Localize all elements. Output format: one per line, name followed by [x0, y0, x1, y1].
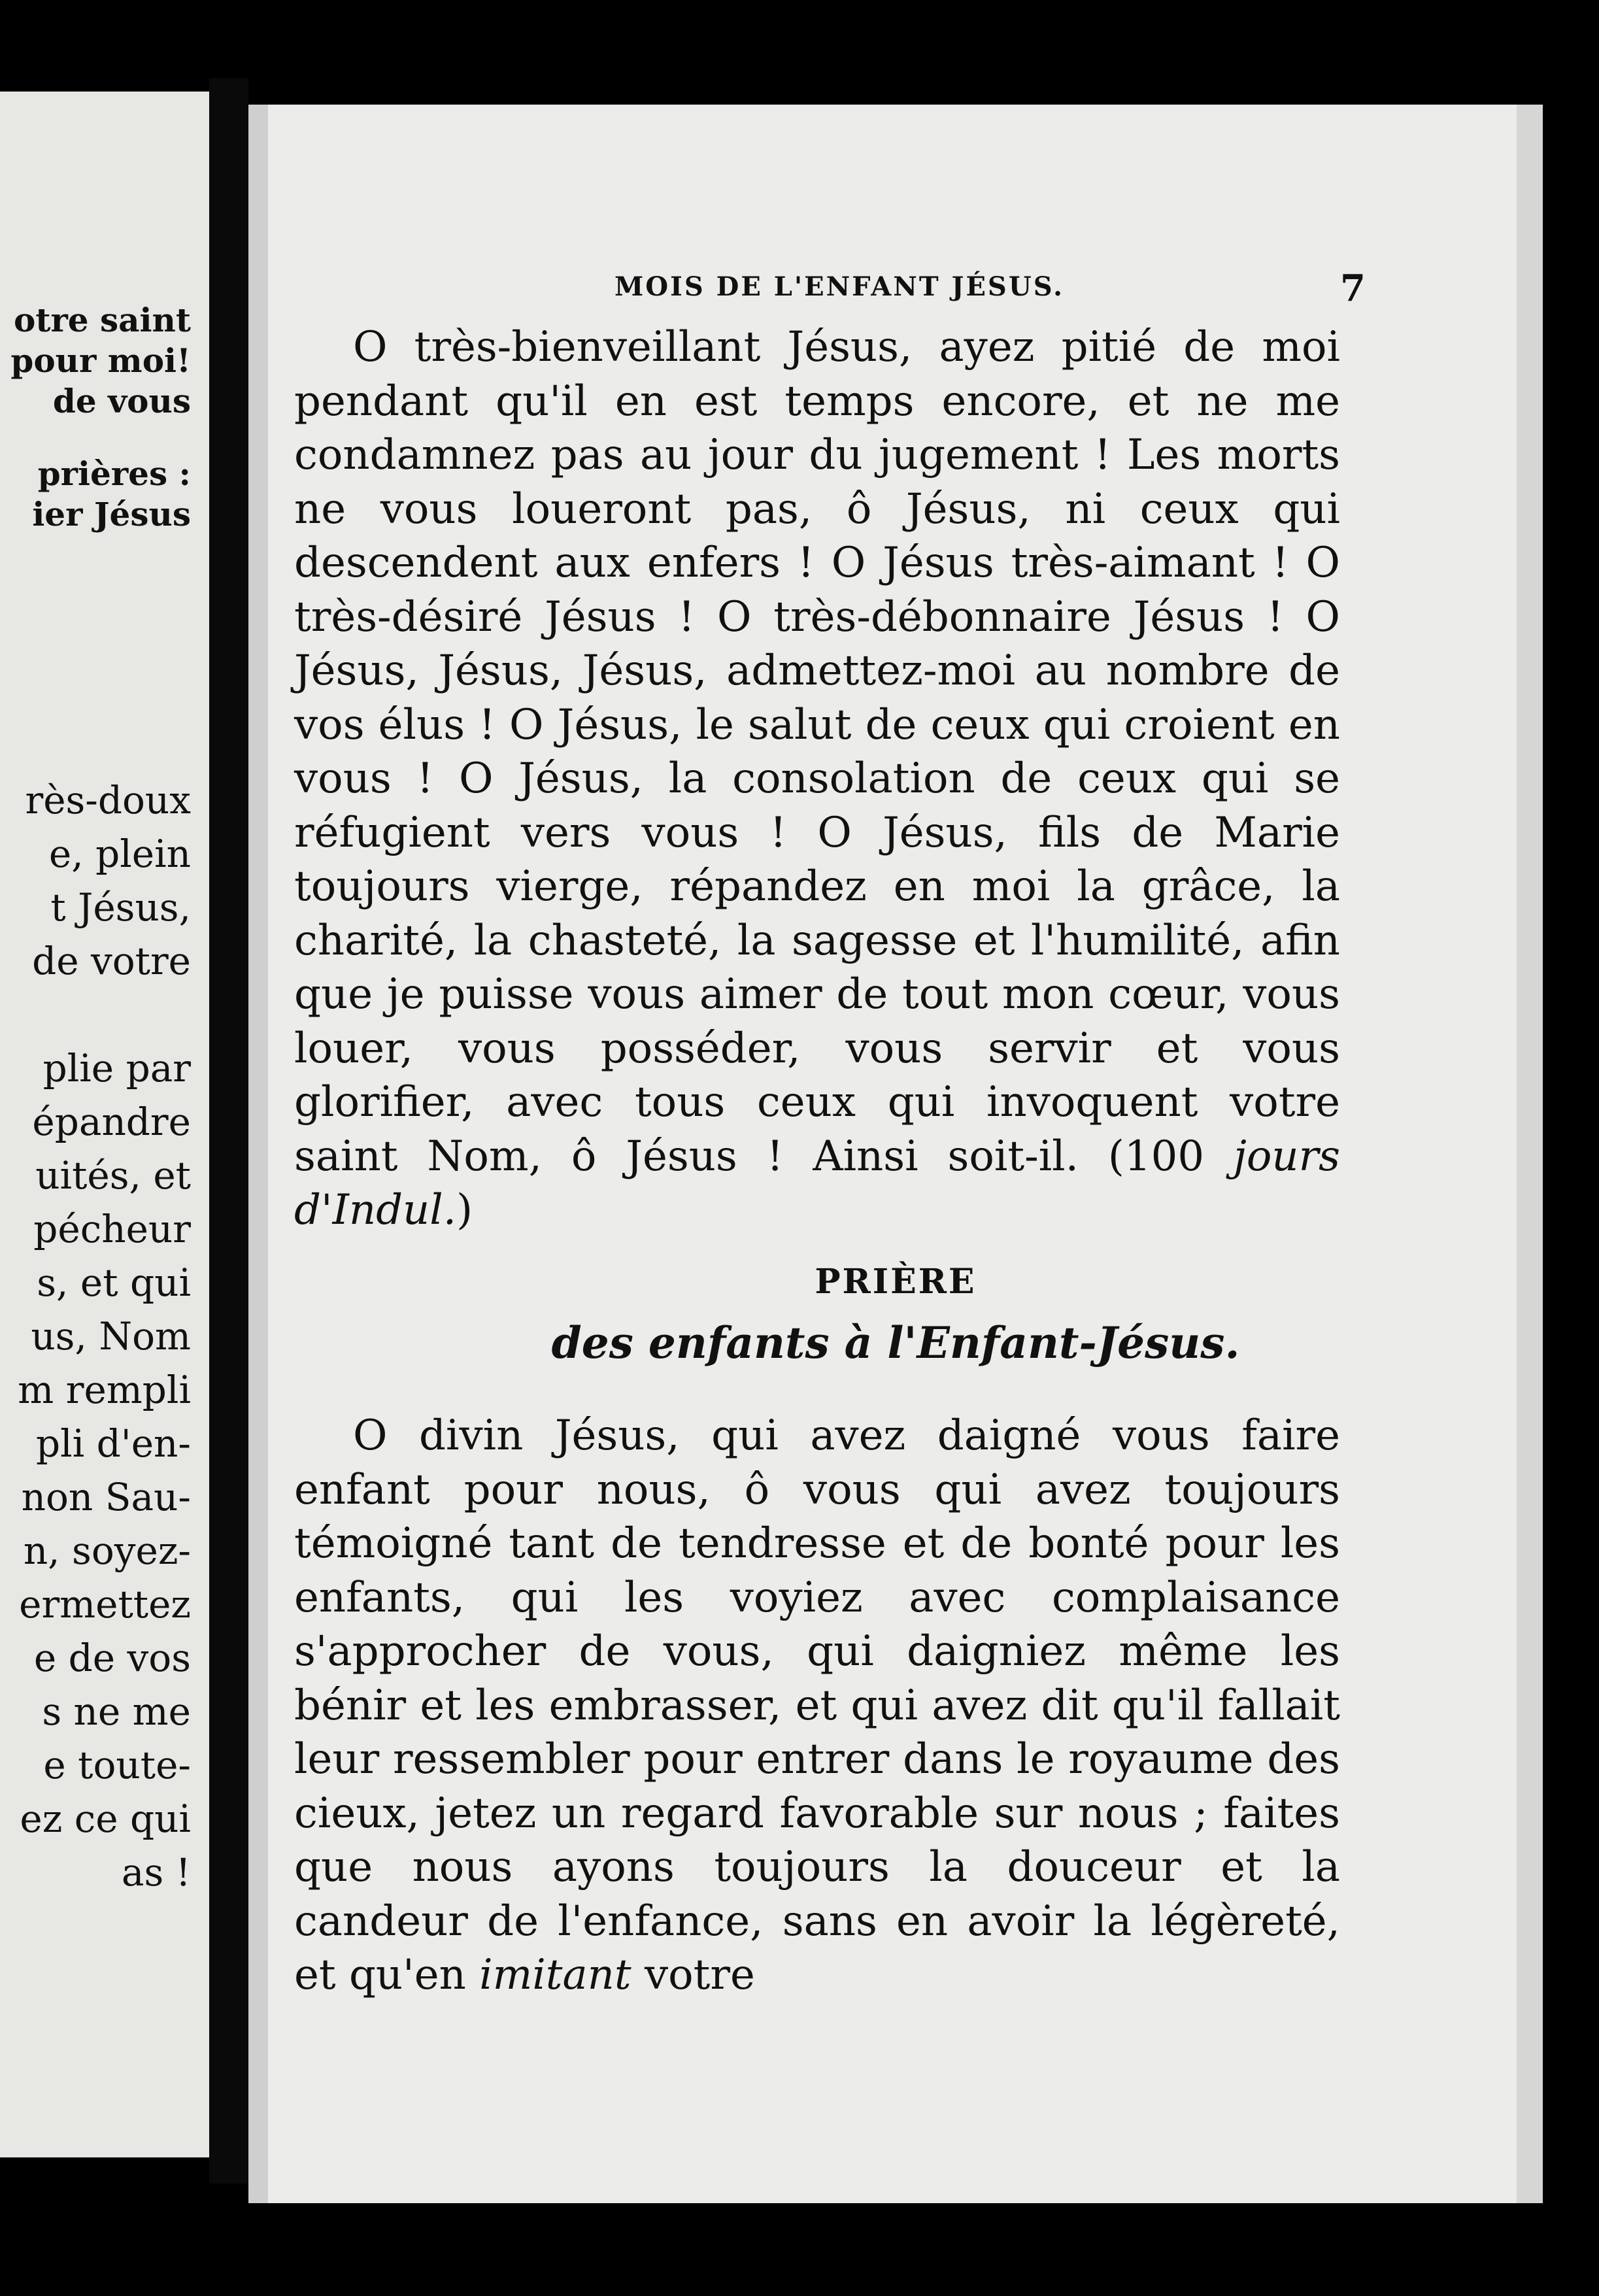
left-fragment: pli d'en- [35, 1421, 191, 1466]
left-fragment: de votre [32, 939, 191, 983]
left-partial-page [0, 92, 209, 2157]
left-fragment: ez ce qui [20, 1797, 191, 1841]
paragraph-1-text: O très-bienveillant Jésus, ayez pitié de moi pendant qu'il en est temps encore, et ne me condamnez pas au jour du jugement ! Les morts ne vous loueront pas, ô Jésus, ni ceux qui descendent aux enfers ! O Jésus très-aimant ! O très-désiré Jésus ! O très-débonnaire Jésus ! O Jésus, Jésus, Jésus, admettez-moi au nombre de vos élus ! O Jésus, le salut de ceux qui croient en vous ! O Jésus, la consolation de ceux qui se réfugient vers vous ! O Jésus, fils de Marie toujours vierge, répandez en moi la grâce, la charité, la chasteté, la sagesse et l'humilité, afin que je puisse vous aimer de tout mon cœur, vous louer, vous posséder, vous servir et vous glorifier, avec tous ceux qui invoquent votre saint Nom, ô Jésus ! Ainsi soit-il. (100 [294, 323, 1340, 1181]
left-fragment: épandre [32, 1100, 191, 1144]
left-fragment: e de vos [33, 1636, 191, 1680]
paragraph-2-text: O divin Jésus, qui avez daigné vous faire enfant pour nous, ô vous qui avez toujours témoigné tant de tendresse et de bonté pour les enfants, qui les voyiez avec complaisance s'approcher de vous, qui daigniez même les bénir et les embrasser, et qui avez dit qu'il fallait leur ressembler pour entrer dans le royaume des cieux, jetez un regard favorable sur nous ; faites que nous ayons toujours la douceur et la candeur de l'enfance, sans en avoir la légèreté, et qu'en [294, 1411, 1340, 1999]
paragraph-1-end: ) [456, 1186, 473, 1234]
left-fragment: ier Jésus [32, 495, 191, 533]
left-fragment: n, soyez- [23, 1528, 191, 1573]
left-fragment: non Sau- [21, 1475, 191, 1519]
left-fragment: as ! [121, 1850, 191, 1895]
left-fragment: pour moi! [10, 341, 191, 380]
page-number: 7 [1340, 267, 1366, 310]
prayer-subtitle: des enfants à l'Enfant-Jésus. [551, 1317, 1240, 1368]
left-fragment: s, et qui [37, 1260, 191, 1305]
left-fragment: e, plein [48, 832, 191, 876]
paragraph-1 [294, 320, 1340, 1238]
left-fragment: plie par [42, 1046, 191, 1090]
left-fragment: prières : [37, 454, 191, 493]
left-fragment: uités, et [35, 1153, 191, 1198]
prayer-title: PRIÈRE [815, 1262, 977, 1302]
left-fragment: pécheur [33, 1207, 191, 1251]
left-fragment: de vous [52, 382, 191, 420]
book-gutter [209, 78, 248, 2184]
left-fragment: otre saint [14, 301, 191, 339]
paragraph-1-italic: jours d'Indul. [294, 1132, 1340, 1234]
left-fragment: t Jésus, [50, 885, 191, 930]
paragraph-2-end: votre [631, 1951, 755, 1999]
paragraph-2 [294, 1409, 1340, 2002]
left-fragment: m rempli [18, 1368, 191, 1412]
paragraph-2-italic: imitant [479, 1951, 631, 1999]
left-fragment: e toute- [43, 1743, 191, 1787]
left-fragment: us, Nom [31, 1314, 191, 1359]
book-page [248, 105, 1543, 2203]
left-fragment: s ne me [42, 1689, 191, 1734]
page-edge [1517, 105, 1543, 2203]
running-header: MOIS DE L'ENFANT JÉSUS. [614, 271, 1065, 302]
left-fragment: ermettez [19, 1582, 191, 1627]
left-fragment: rès-doux [25, 778, 191, 822]
